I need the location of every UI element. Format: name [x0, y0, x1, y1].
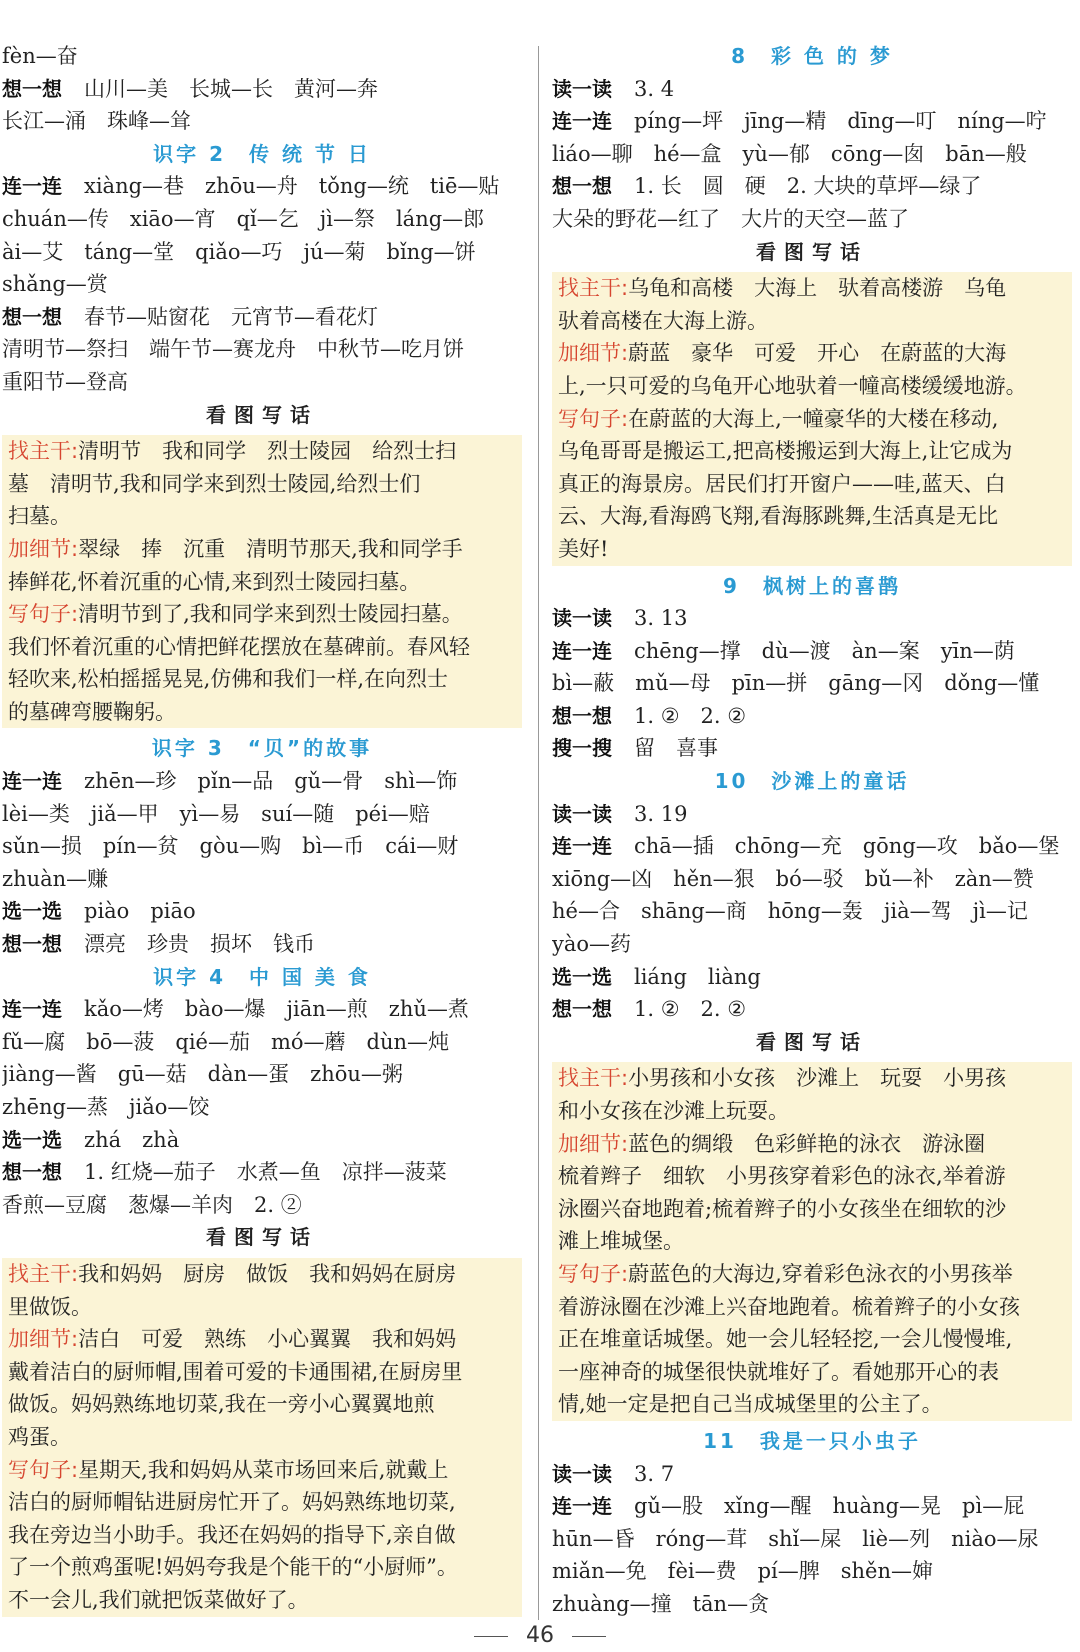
step-tag: 找主干:: [8, 1261, 79, 1286]
writing-line: 泳圈兴奋地跑着;梳着辫子的小女孩坐在细软的沙: [558, 1196, 1007, 1221]
answer-line: [2, 1124, 522, 1157]
answer-line: [552, 170, 1072, 203]
section-label: 选一选: [2, 1127, 62, 1152]
writing-text: 清明节 我和同学 烈士陵园 给烈士扫: [78, 439, 457, 464]
step-tag: 加细节:: [8, 1327, 79, 1352]
answer-line: [552, 798, 1072, 831]
answer-text: gǔ—股 xǐng—醒 huàng—晃 pì—屁: [634, 1494, 1025, 1519]
answer-line: jiàng—酱 gū—菇 dàn—蛋 zhōu—粥: [2, 1062, 403, 1087]
answer-line: [552, 700, 1072, 733]
answer-line: 清明节—祭扫 端午节—赛龙舟 中秋节—吃月饼: [2, 337, 464, 362]
step-tag: 找主干:: [8, 439, 79, 464]
section-label: 搜一搜: [552, 736, 612, 761]
writing-text: 蓝色的绸缎 色彩鲜艳的泳衣 游泳圈: [628, 1131, 986, 1156]
lesson-heading: 8 彩 色 的 梦: [731, 44, 893, 68]
step-tag: 写句子:: [558, 1261, 629, 1286]
answer-line: yào—药: [552, 932, 632, 957]
answer-text: piào piāo: [84, 899, 196, 924]
answer-text: 留 喜事: [634, 736, 718, 761]
answer-text: 1. ② 2. ②: [634, 703, 747, 728]
subsection-heading: 看图写话: [206, 402, 318, 427]
answer-text: 3. 7: [634, 1461, 675, 1486]
writing-line: 一座神奇的城堡很快就堆好了。看她那开心的表: [558, 1359, 999, 1384]
answer-text: chēng—撑 dù—渡 àn—案 yīn—荫: [634, 638, 1015, 663]
writing-line: [558, 403, 1066, 436]
answer-line: [552, 830, 1072, 863]
writing-line: 梳着辫子 细软 小男孩穿着彩色的泳衣,举着游: [558, 1164, 1006, 1189]
answer-line: [2, 928, 522, 961]
footer-rule-left: [474, 1636, 508, 1637]
answer-line: lèi—类 jiǎ—甲 yì—易 suí—随 péi—赔: [2, 801, 430, 826]
writing-line: [558, 1128, 1066, 1161]
answer-text: píng—坪 jīng—精 dīng—叮 níng—咛: [634, 109, 1047, 134]
answer-line: liáo—聊 hé—盒 yù—郁 cōng—囱 bān—般: [552, 141, 1027, 166]
writing-line: 里做饭。: [8, 1294, 92, 1319]
writing-box: [2, 435, 522, 728]
section-label: 想一想: [552, 997, 612, 1022]
writing-line: 洁白的厨师帽钻进厨房忙开了。妈妈熟练地切菜,: [8, 1490, 456, 1515]
answer-line: chuán—传 xiāo—宵 qǐ—乞 jì—祭 láng—郎: [2, 206, 485, 231]
writing-line: 做饭。妈妈熟练地切菜,我在一旁小心翼翼地煎: [8, 1392, 435, 1417]
answer-line: fèn—奋: [2, 44, 78, 68]
lesson-heading: 9 枫树上的喜鹊: [723, 573, 901, 598]
writing-line: [558, 337, 1066, 370]
writing-line: [8, 1323, 516, 1356]
section-label: 选一选: [552, 964, 612, 989]
answer-line: zhuàn—赚: [2, 866, 109, 891]
writing-line: 我在旁边当小助手。我还在妈妈的指导下,亲自做: [8, 1522, 456, 1547]
right-column: [552, 40, 1072, 1621]
answer-text: 1. 红烧—茄子 水煮—鱼 凉拌—菠菜: [84, 1160, 447, 1185]
answer-text: 山川—美 长城—长 黄河—奔: [84, 76, 378, 101]
writing-line: 美好!: [558, 536, 609, 561]
writing-line: [8, 598, 516, 631]
writing-line: 了一个煎鸡蛋呢!妈妈夸我是个能干的“小厨师”。: [8, 1555, 458, 1580]
writing-line: 不一会儿,我们就把饭菜做好了。: [8, 1587, 309, 1612]
writing-line: 正在堆童话城堡。她一会儿轻轻挖,一会儿慢慢堆,: [558, 1327, 1013, 1352]
writing-text: 清明节到了,我和同学来到烈士陵园扫墓。: [78, 602, 463, 627]
section-label: 连一连: [552, 834, 612, 859]
writing-line: 真正的海景房。居民们打开窗户——哇,蓝天、白: [558, 471, 1006, 496]
answer-text: xiàng—巷 zhōu—舟 tǒng—统 tiē—贴: [84, 174, 500, 199]
writing-box: [552, 1062, 1072, 1421]
answer-text: 1. ② 2. ②: [634, 997, 747, 1022]
answer-text: liáng liàng: [634, 964, 761, 989]
answer-text: kǎo—烤 bào—爆 jiān—煎 zhǔ—煮: [84, 997, 469, 1022]
writing-line: 墓 清明节,我和同学来到烈士陵园,给烈士们: [8, 471, 421, 496]
answer-line: ài—艾 táng—堂 qiǎo—巧 jú—菊 bǐng—饼: [2, 239, 476, 264]
writing-box: [2, 1258, 522, 1617]
answer-line: [552, 602, 1072, 635]
writing-line: [8, 533, 516, 566]
answer-line: fǔ—腐 bō—菠 qié—茄 mó—蘑 dùn—炖: [2, 1029, 450, 1054]
answer-line: zhēng—蒸 jiǎo—饺: [2, 1095, 210, 1119]
answer-line: [2, 765, 522, 798]
answer-line: 重阳节—登高: [2, 369, 128, 394]
section-label: 连一连: [2, 174, 62, 199]
writing-line: 驮着高楼在大海上游。: [558, 308, 768, 333]
writing-line: 扫墓。: [8, 504, 71, 529]
answer-line: bì—蔽 mǔ—母 pīn—拼 gāng—冈 dǒng—懂: [552, 671, 1040, 696]
answer-line: 香煎—豆腐 葱爆—羊肉 2. ②: [2, 1192, 302, 1217]
answer-line: miǎn—免 fèi—费 pí—脾 shěn—婶: [552, 1559, 934, 1584]
section-label: 想一想: [2, 932, 62, 957]
writing-line: [8, 435, 516, 468]
answer-line: 长江—涌 珠峰—耸: [2, 109, 191, 134]
answer-line: [2, 170, 522, 203]
writing-line: 鸡蛋。: [8, 1424, 71, 1449]
lesson-heading: 识字 2 传 统 节 日: [153, 141, 371, 166]
section-label: 选一选: [2, 899, 62, 924]
section-label: 想一想: [552, 703, 612, 728]
step-tag: 写句子:: [558, 406, 629, 431]
writing-text: 乌龟和高楼 大海上 驮着高楼游 乌龟: [628, 276, 1007, 301]
step-tag: 写句子:: [8, 1457, 79, 1482]
answer-line: xiōng—凶 hěn—狠 bó—驳 bǔ—补 zàn—赞: [552, 866, 1034, 891]
writing-line: [558, 1062, 1066, 1095]
section-label: 读一读: [552, 606, 612, 631]
writing-text: 蔚蓝 豪华 可爱 开心 在蔚蓝的大海: [628, 341, 1007, 366]
writing-text: 星期天,我和妈妈从菜市场回来后,就戴上: [78, 1457, 449, 1482]
subsection-heading: 看图写话: [756, 239, 868, 264]
writing-line: [558, 1258, 1066, 1291]
answer-line: 大朵的野花—红了 大片的天空—蓝了: [552, 206, 909, 231]
lesson-heading: 识字 3 “贝”的故事: [151, 736, 373, 761]
lesson-heading: 10 沙滩上的童话: [714, 769, 910, 794]
writing-text: 洁白 可爱 熟练 小心翼翼 我和妈妈: [78, 1327, 457, 1352]
writing-line: [8, 1454, 516, 1487]
answer-line: [552, 961, 1072, 994]
writing-line: 捧鲜花,怀着沉重的心情,来到烈士陵园扫墓。: [8, 569, 421, 594]
answer-text: 漂亮 珍贵 损坏 钱币: [84, 932, 315, 957]
writing-line: 云、大海,看海鸥飞翔,看海豚跳舞,生活真是无比: [558, 504, 999, 529]
writing-text: 我和妈妈 厨房 做饭 我和妈妈在厨房: [78, 1261, 457, 1286]
footer-rule-right: [572, 1636, 606, 1637]
answer-line: [552, 105, 1072, 138]
step-tag: 加细节:: [558, 1131, 629, 1156]
answer-text: 3. 13: [634, 606, 688, 631]
section-label: 连一连: [552, 638, 612, 663]
answer-text: chā—插 chōng—充 gōng—攻 bǎo—堡: [634, 834, 1060, 859]
answer-text: 3. 4: [634, 76, 675, 101]
answer-text: 3. 19: [634, 801, 688, 826]
answer-line: hūn—昏 róng—茸 shǐ—屎 liè—列 niào—尿: [552, 1526, 1039, 1551]
step-tag: 写句子:: [8, 602, 79, 627]
writing-line: [558, 272, 1066, 305]
writing-line: 情,她一定是把自己当成城堡里的公主了。: [558, 1392, 943, 1417]
writing-line: 上,一只可爱的乌龟开心地驮着一幢高楼缓缓地游。: [558, 373, 1027, 398]
writing-line: 我们怀着沉重的心情把鲜花摆放在墓碑前。春风轻: [8, 634, 470, 659]
answer-line: zhuàng—撞 tān—贪: [552, 1591, 770, 1616]
section-label: 读一读: [552, 1461, 612, 1486]
answer-line: [2, 301, 522, 334]
section-label: 想一想: [2, 1160, 62, 1185]
writing-text: 小男孩和小女孩 沙滩上 玩耍 小男孩: [628, 1066, 1007, 1091]
answer-line: [552, 1458, 1072, 1491]
answer-line: [2, 895, 522, 928]
step-tag: 加细节:: [558, 341, 629, 366]
writing-line: 戴着洁白的厨师帽,围着可爱的卡通围裙,在厨房里: [8, 1359, 463, 1384]
section-label: 读一读: [552, 76, 612, 101]
step-tag: 找主干:: [558, 1066, 629, 1091]
writing-line: 的墓碑弯腰鞠躬。: [8, 699, 176, 724]
writing-text: 蔚蓝色的大海边,穿着彩色泳衣的小男孩举: [628, 1261, 1013, 1286]
section-label: 连一连: [2, 769, 62, 794]
subsection-heading: 看图写话: [756, 1029, 868, 1054]
page-number: 46: [526, 1623, 554, 1648]
step-tag: 找主干:: [558, 276, 629, 301]
writing-text: 在蔚蓝的大海上,一幢豪华的大楼在移动,: [628, 406, 999, 431]
answer-line: [2, 1156, 522, 1189]
answer-text: zhēn—珍 pǐn—品 gǔ—骨 shì—饰: [84, 769, 458, 794]
section-label: 想一想: [2, 76, 62, 101]
writing-line: 乌龟哥哥是搬运工,把高楼搬运到大海上,让它成为: [558, 439, 1013, 464]
answer-line: [2, 993, 522, 1026]
answer-line: [552, 73, 1072, 106]
lesson-heading: 识字 4 中 国 美 食: [153, 964, 371, 989]
answer-line: hé—合 shāng—商 hōng—轰 jià—驾 jì—记: [552, 899, 1028, 924]
writing-line: 和小女孩在沙滩上玩耍。: [558, 1099, 789, 1123]
section-label: 连一连: [552, 1494, 612, 1519]
answer-line: sǔn—损 pín—贫 gòu—购 bì—币 cái—财: [2, 834, 459, 859]
writing-line: [8, 1258, 516, 1291]
writing-line: 轻吹来,松柏摇摇晃晃,仿佛和我们一样,在向烈士: [8, 667, 449, 692]
answer-text: 春节—贴窗花 元宵节—看花灯: [84, 304, 378, 329]
page-footer: [0, 1620, 1080, 1652]
writing-line: 滩上堆城堡。: [558, 1229, 684, 1254]
answer-text: 1. 长 圆 硬 2. 大块的草坪—绿了: [634, 174, 982, 199]
step-tag: 加细节:: [8, 536, 79, 561]
answer-line: [2, 73, 522, 106]
section-label: 连一连: [2, 997, 62, 1022]
writing-line: 着游泳圈在沙滩上兴奋地跑着。梳着辫子的小女孩: [558, 1294, 1020, 1319]
answer-line: [552, 993, 1072, 1026]
section-label: 想一想: [552, 174, 612, 199]
writing-text: 翠绿 捧 沉重 清明节那天,我和同学手: [78, 536, 463, 561]
section-label: 读一读: [552, 801, 612, 826]
column-divider: [538, 46, 539, 1620]
subsection-heading: 看图写话: [206, 1225, 318, 1250]
answer-text: zhá zhà: [84, 1127, 180, 1152]
section-label: 连一连: [552, 109, 612, 134]
lesson-heading: 11 我是一只小虫子: [703, 1428, 921, 1453]
answer-line: [552, 635, 1072, 668]
left-column: [2, 40, 522, 1621]
section-label: 想一想: [2, 304, 62, 329]
answer-line: shǎng—赏: [2, 272, 108, 297]
answer-line: [552, 1490, 1072, 1523]
answer-line: [552, 732, 1072, 765]
writing-box: [552, 272, 1072, 565]
